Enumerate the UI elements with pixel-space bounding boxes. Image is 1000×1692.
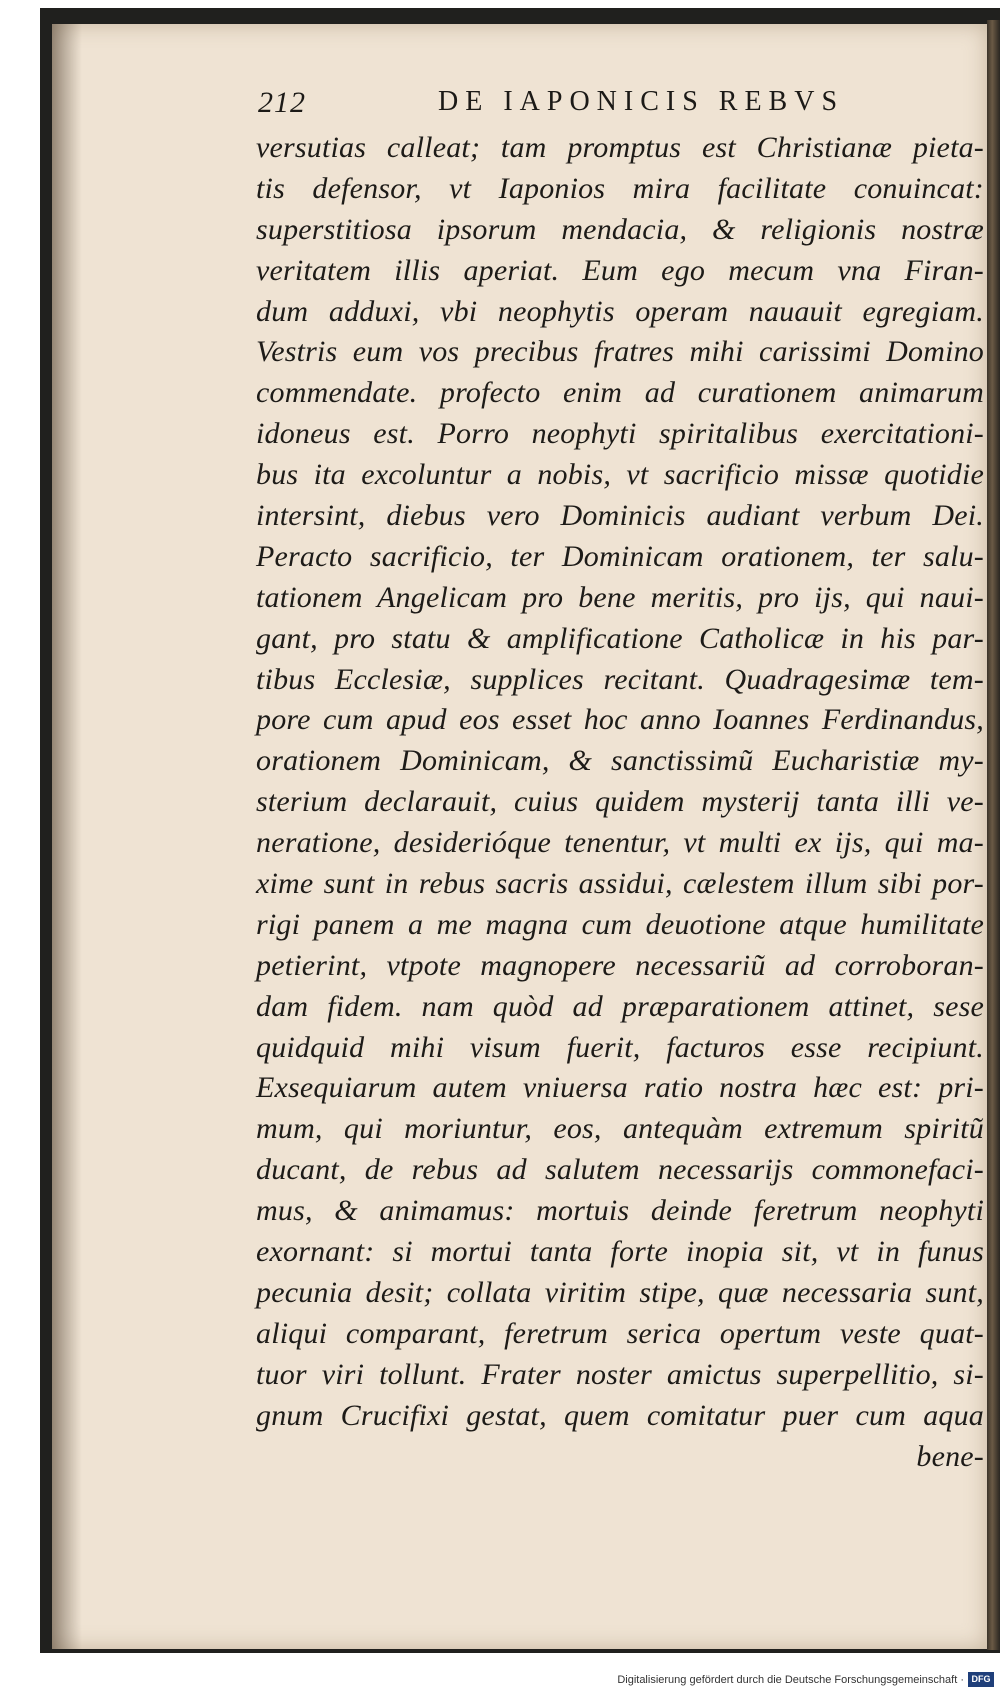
dfg-logo: DFG	[968, 1672, 994, 1687]
text-line: rigi panem a me magna cum deuotione atque humilitate	[256, 907, 984, 941]
text-line: exornant: si mortui tanta forte inopia sit, vt in funus	[256, 1235, 984, 1269]
text-line: tis defensor, vt Iaponios mira facilitate conuincat:	[256, 171, 984, 205]
page-edge	[987, 20, 1000, 1650]
text-line: tationem Angelicam pro bene meritis, pro ijs, qui naui-	[256, 580, 984, 614]
text-line: intersint, diebus vero Dominicis audiant verbum Dei.	[256, 499, 984, 533]
text-line: xime sunt in rebus sacris assidui, cælestem illum sibi por-	[256, 867, 984, 901]
text-line: veritatem illis aperiat. Eum ego mecum vna Firan-	[256, 253, 984, 287]
text-line: superstitiosa ipsorum mendacia, & religionis nostræ	[256, 212, 984, 246]
text-line: quidquid mihi visum fuerit, facturos esse recipiunt.	[256, 1030, 984, 1064]
text-line: Vestris eum vos precibus fratres mihi carissimi Domino	[256, 335, 984, 369]
running-head	[258, 86, 848, 126]
text-line: commendate. profecto enim ad curationem animarum	[256, 376, 984, 410]
text-line: tibus Ecclesiæ, supplices recitant. Quadragesimæ tem-	[256, 662, 984, 696]
text-line: bus ita excoluntur a nobis, vt sacrificio missæ quotidie	[256, 458, 984, 492]
text-line: pore cum apud eos esset hoc anno Ioannes Ferdinandus,	[256, 703, 984, 737]
text-line: Peracto sacrificio, ter Dominicam orationem, ter salu-	[256, 539, 984, 573]
footer-bar	[0, 1668, 1000, 1692]
text-line: versutias calleat; tam promptus est Christianæ pieta-	[256, 131, 984, 164]
text-line: dam fidem. nam quòd ad præparationem attinet, sese	[256, 989, 984, 1023]
text-line: pecunia desit; collata viritim stipe, quæ necessaria sunt,	[256, 1275, 984, 1309]
text-line: neratione, desiderióque tenentur, vt multi ex ijs, qui ma-	[256, 826, 984, 860]
text-line: idoneus est. Porro neophyti spiritalibus exercitationi-	[256, 417, 984, 451]
gutter-shadow	[52, 24, 82, 1649]
catchword: bene-	[916, 1439, 984, 1473]
text-line: mum, qui moriuntur, eos, antequàm extremum spiritũ	[256, 1112, 984, 1146]
footer-credit: Digitalisierung gefördert durch die Deutsche Forschungsgemeinschaft ·	[617, 1674, 964, 1686]
text-line: petierint, vtpote magnopere necessariũ ad corroboran-	[256, 948, 984, 982]
running-title: DE IAPONICIS REBVS	[438, 86, 845, 117]
text-line: tuor viri tollunt. Frater noster amictus superpellitio, si-	[256, 1357, 984, 1391]
text-line: Exsequiarum autem vniuersa ratio nostra hæc est: pri-	[256, 1071, 984, 1105]
page-number: 212	[258, 86, 306, 119]
text-line: gant, pro statu & amplificatione Catholicæ in his par-	[256, 621, 984, 655]
text-line: sterium declarauit, cuius quidem mysterij tanta illi ve-	[256, 785, 984, 819]
body-text	[256, 128, 984, 1477]
text-line: ducant, de rebus ad salutem necessarijs commonefaci-	[256, 1153, 984, 1187]
text-line: gnum Crucifixi gestat, quem comitatur puer cum aqua	[256, 1398, 984, 1432]
text-line: orationem Dominicam, & sanctissimũ Eucharistiæ my-	[256, 744, 984, 778]
text-line: mus, & animamus: mortuis deinde feretrum neophyti	[256, 1194, 984, 1228]
text-line: dum adduxi, vbi neophytis operam nauauit egregiam.	[256, 294, 984, 328]
text-line: aliqui comparant, feretrum serica opertum veste quat-	[256, 1316, 984, 1350]
